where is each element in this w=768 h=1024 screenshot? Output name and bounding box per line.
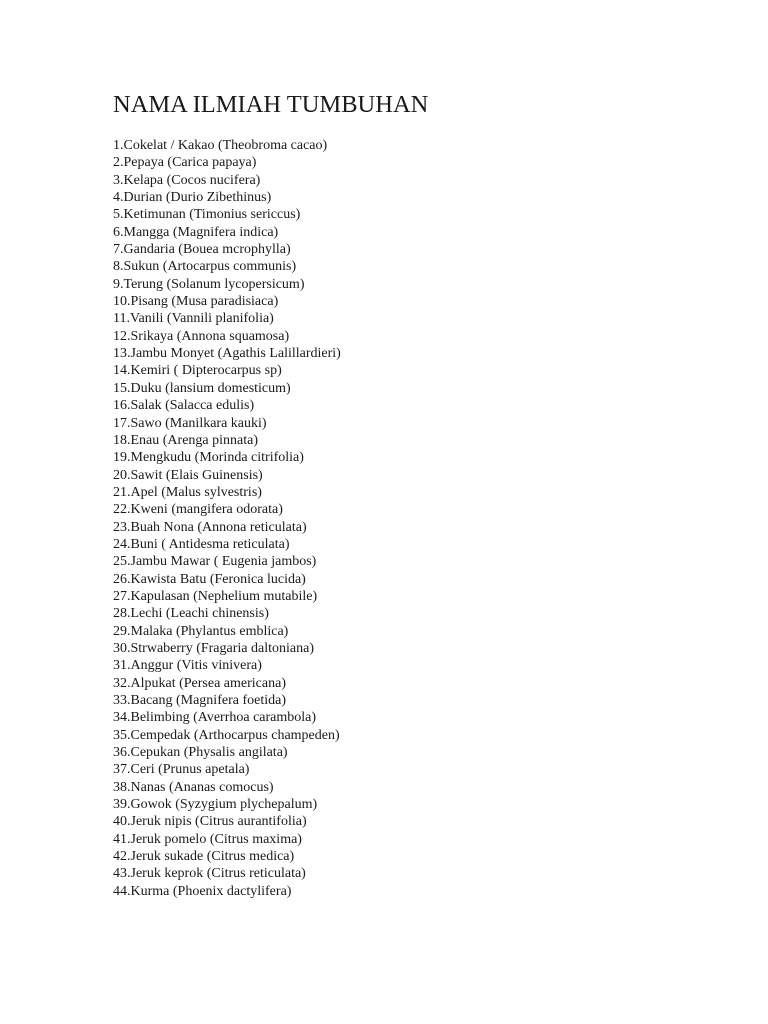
list-item: 39.Gowok (Syzygium plychepalum)	[113, 797, 318, 813]
list-item: 25.Jambu Mawar ( Eugenia jambos)	[113, 554, 317, 570]
list-item: 18.Enau (Arenga pinnata)	[113, 432, 258, 448]
list-item: 30.Strwaberry (Fragaria daltoniana)	[113, 640, 314, 656]
list-item: 9.Terung (Solanum lycopersicum)	[113, 276, 305, 292]
list-item: 26.Kawista Batu (Feronica lucida)	[113, 571, 306, 587]
list-item: 34.Belimbing (Averrhoa carambola)	[113, 710, 317, 726]
list-item: 29.Malaka (Phylantus emblica)	[113, 623, 289, 639]
list-item: 14.Kemiri ( Dipterocarpus sp)	[113, 363, 282, 379]
list-item: 32.Alpukat (Persea americana)	[113, 675, 286, 691]
list-item: 33.Bacang (Magnifera foetida)	[113, 693, 286, 708]
list-item: 4.Durian (Durio Zibethinus)	[113, 190, 272, 206]
list-item: 5.Ketimunan (Timonius sericcus)	[113, 207, 301, 223]
list-item: 7.Gandaria (Bouea mcrophylla)	[113, 242, 291, 258]
list-item: 10.Pisang (Musa paradisiaca)	[113, 294, 279, 310]
list-item: 11.Vanili (Vannili planifolia)	[113, 311, 274, 327]
list-item: 28.Lechi (Leachi chinensis)	[113, 606, 269, 622]
list-item: 44.Kurma (Phoenix dactylifera)	[113, 883, 292, 899]
list-item: 16.Salak (Salacca edulis)	[113, 398, 255, 414]
list-item: 27.Kapulasan (Nephelium mutabile)	[113, 588, 318, 604]
list-item: 3.Kelapa (Cocos nucifera)	[113, 172, 261, 188]
plant-list	[113, 137, 341, 900]
list-item: 19.Mengkudu (Morinda citrifolia)	[113, 450, 304, 466]
list-item: 20.Sawit (Elais Guinensis)	[113, 467, 263, 483]
list-item: 31.Anggur (Vitis vinivera)	[113, 658, 262, 674]
list-item: 2.Pepaya (Carica papaya)	[113, 155, 257, 171]
list-item: 42.Jeruk sukade (Citrus medica)	[113, 849, 295, 865]
page-title: NAMA ILMIAH TUMBUHAN	[113, 91, 429, 118]
list-item: 1.Cokelat / Kakao (Theobroma cacao)	[113, 138, 328, 153]
list-item: 22.Kweni (mangifera odorata)	[113, 502, 283, 518]
list-item: 37.Ceri (Prunus apetala)	[113, 762, 250, 778]
list-item: 15.Duku (lansium domesticum)	[113, 380, 291, 396]
list-item: 38.Nanas (Ananas comocus)	[113, 779, 274, 795]
list-item: 35.Cempedak (Arthocarpus champeden)	[113, 727, 340, 743]
list-item: 6.Mangga (Magnifera indica)	[113, 224, 279, 240]
list-item: 12.Srikaya (Annona squamosa)	[113, 328, 290, 344]
list-item: 23.Buah Nona (Annona reticulata)	[113, 519, 307, 535]
list-item: 36.Cepukan (Physalis angilata)	[113, 745, 288, 761]
list-item: 13.Jambu Monyet (Agathis Lalillardieri)	[113, 346, 341, 362]
list-item: 41.Jeruk pomelo (Citrus maxima)	[113, 831, 302, 847]
list-item: 43.Jeruk keprok (Citrus reticulata)	[113, 866, 306, 882]
list-item: 21.Apel (Malus sylvestris)	[113, 484, 262, 500]
list-item: 17.Sawo (Manilkara kauki)	[113, 415, 267, 431]
list-item: 8.Sukun (Artocarpus communis)	[113, 259, 297, 275]
list-item: 40.Jeruk nipis (Citrus aurantifolia)	[113, 814, 307, 830]
list-item: 24.Buni ( Antidesma reticulata)	[113, 536, 290, 552]
